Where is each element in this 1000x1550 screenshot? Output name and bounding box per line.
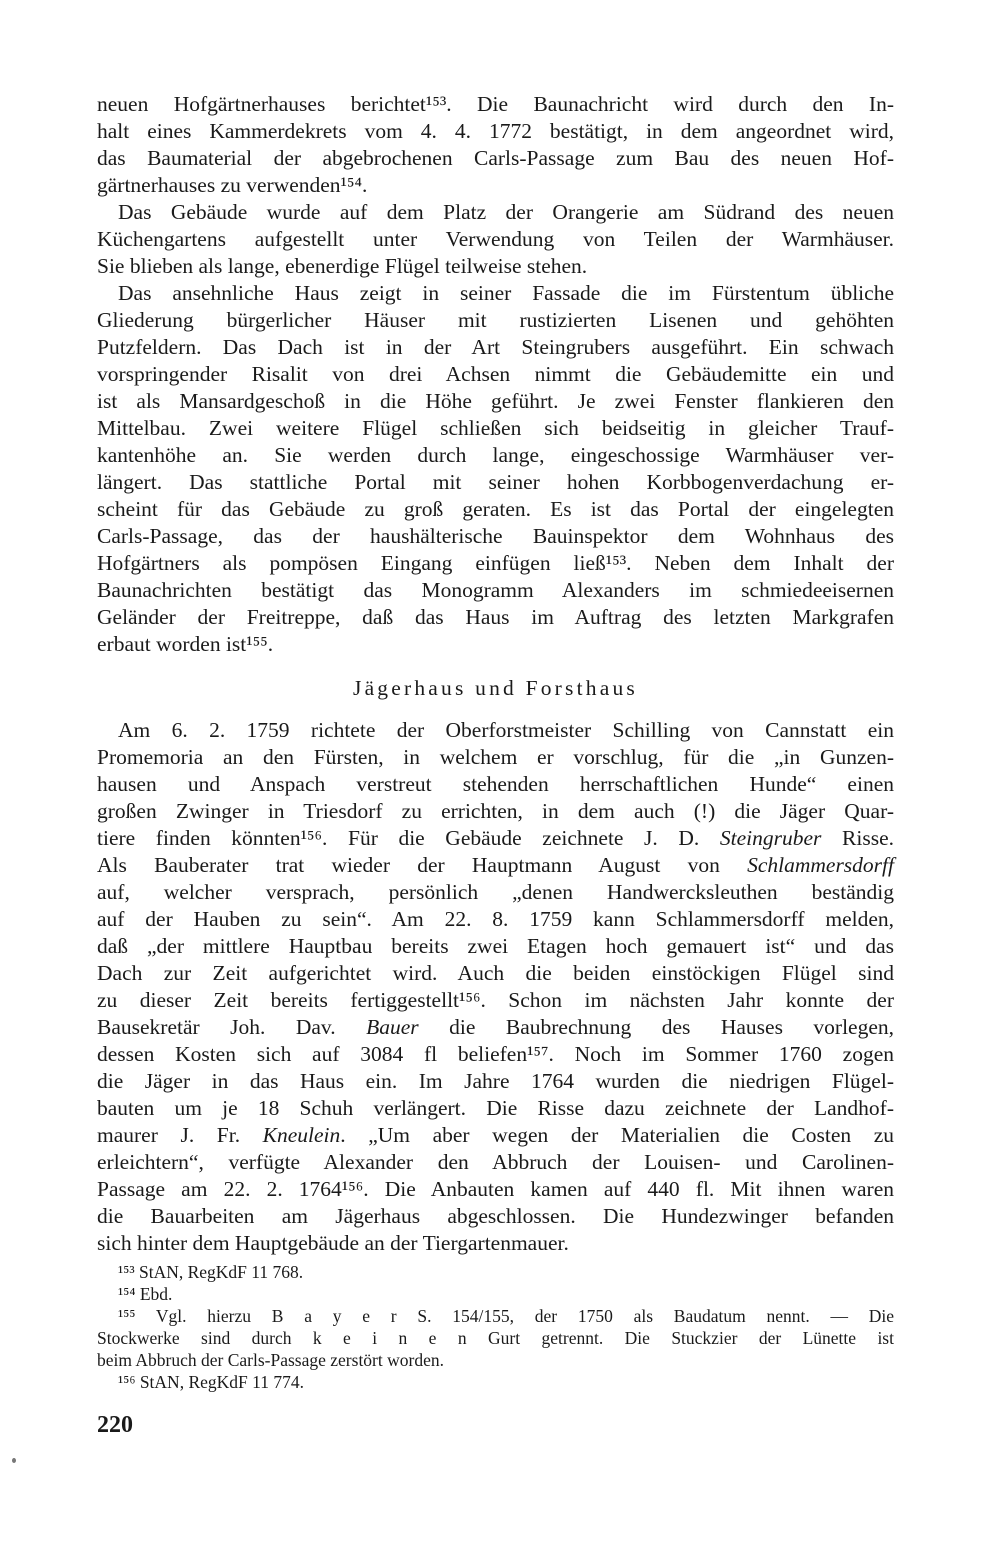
text-line: Passage am 22. 2. 1764¹⁵⁶. Die Anbauten kamen auf 440 fl. Mit ihnen waren [97,1177,894,1201]
text-line: hausen und Anspach verstreut stehenden herrschaftlichen Hunde“ einen [97,772,894,796]
section-heading: Jägerhaus und Forsthaus [353,676,638,700]
text-line: Baunachrichten bestätigt das Monogramm Alexanders im schmiedeeisernen [97,578,894,602]
text-line: tiere finden könnten¹⁵⁶. Für die Gebäude zeichnete J. D. Steingruber Risse. [97,826,894,850]
text-line: Bausekretär Joh. Dav. Bauer die Baubrechnung des Hauses vorlegen, [97,1015,894,1039]
text-line: vorspringender Risalit von drei Achsen nimmt die Gebäudemitte ein und [97,362,894,386]
text-line: scheint für das Gebäude zu groß geraten. Es ist das Portal der eingelegten [97,497,894,521]
italic-name: Kneulein [262,1123,341,1147]
text-line: Sie blieben als lange, ebenerdige Flügel teilweise stehen. [97,254,588,278]
italic-name: Schlammersdorff [747,853,894,877]
text-line: Dach zur Zeit aufgerichtet wird. Auch die beiden einstöckigen Flügel sind [97,961,894,985]
text-line: maurer J. Fr. Kneulein. „Um aber wegen der Materialien die Costen zu [97,1123,894,1147]
text-line: halt eines Kammerdekrets vom 4. 4. 1772 bestätigt, in dem angeordnet wird, [97,119,894,143]
text-line: das Baumaterial der abgebrochenen Carls-Passage zum Bau des neuen Hof- [97,146,894,170]
text-line: Hofgärtners als pompösen Eingang einfügen ließ¹⁵³. Neben dem Inhalt der [97,551,894,575]
text-line: Putzfeldern. Das Dach ist in der Art Steingrubers ausgeführt. Ein schwach [97,335,894,359]
text-line: großen Zwinger in Triesdorf zu errichten, in dem auch (!) die Jäger Quar- [97,799,894,823]
text-line: zu dieser Zeit bereits fertiggestellt¹⁵⁶. Schon im nächsten Jahr konnte der [97,988,894,1012]
scan-speck [12,1458,16,1463]
text-line: neuen Hofgärtnerhauses berichtet¹⁵³. Die Baunachricht wird durch den In- [97,92,894,116]
page-number: 220 [97,1412,133,1438]
footnote-continuation: beim Abbruch der Carls-Passage zerstört worden. [97,1350,444,1370]
spaced-name: B a y e r [271,1306,397,1326]
footnote: ¹⁵⁶ StAN, RegKdF 11 774. [118,1372,304,1392]
text-line: Geländer der Freitreppe, daß das Haus im Auftrag des letzten Markgrafen [97,605,894,629]
spaced-word: k e i n e n [312,1328,467,1348]
text-line: erleichtern“, verfügte Alexander den Abbruch der Louisen- und Carolinen- [97,1150,894,1174]
text-line: die Jäger in das Haus ein. Im Jahre 1764 wurden die niedrigen Flügel- [97,1069,894,1093]
footnote: ¹⁵³ StAN, RegKdF 11 768. [118,1262,304,1282]
text-line: Küchengartens aufgestellt unter Verwendung von Teilen der Warmhäuser. [97,227,894,251]
footnote-continuation: Stockwerke sind durch k e i n e n Gurt getrennt. Die Stuckzier der Lünette ist [97,1328,894,1348]
footnote: ¹⁵⁴ Ebd. [118,1284,173,1304]
text-line: Das ansehnliche Haus zeigt in seiner Fassade die im Fürstentum übliche [118,281,894,305]
italic-name: Steingruber [719,826,822,850]
italic-name: Bauer [366,1015,419,1039]
text-line: erbaut worden ist¹⁵⁵. [97,632,274,656]
text-line: kantenhöhe an. Sie werden durch lange, eingeschossige Warmhäuser ver- [97,443,894,467]
text-line: Carls-Passage, das der haushälterische Bauinspektor dem Wohnhaus des [97,524,894,548]
text-line: daß „der mittlere Hauptbau bereits zwei Etagen hoch gemauert ist“ und das [97,934,894,958]
text-line: gärtnerhauses zu verwenden¹⁵⁴. [97,173,368,197]
text-line: auf der Hauben zu sein“. Am 22. 8. 1759 kann Schlammersdorff melden, [97,907,894,931]
text-line: Das Gebäude wurde auf dem Platz der Orangerie am Südrand des neuen [118,200,894,224]
footnote: ¹⁵⁵ Vgl. hierzu B a y e r S. 154/155, der 1750 als Baudatum nennt. — Die [118,1306,894,1326]
text-line: sich hinter dem Hauptgebäude an der Tiergartenmauer. [97,1231,569,1255]
text-line: Als Bauberater trat wieder der Hauptmann August von Schlammersdorff [97,853,894,877]
text-line: Gliederung bürgerlicher Häuser mit rustizierten Lisenen und gehöhten [97,308,894,332]
text-line: längert. Das stattliche Portal mit seiner hohen Korbbogenverdachung er- [97,470,894,494]
text-line: auf, welcher versprach, persönlich „denen Handwercksleuthen beständig [97,880,894,904]
text-line: Am 6. 2. 1759 richtete der Oberforstmeister Schilling von Cannstatt ein [118,718,894,742]
text-line: die Bauarbeiten am Jägerhaus abgeschlossen. Die Hundezwinger befanden [97,1204,894,1228]
text-line: Mittelbau. Zwei weitere Flügel schließen sich beidseitig in gleicher Trauf- [97,416,894,440]
text-line: ist als Mansardgeschoß in die Höhe geführt. Je zwei Fenster flankieren den [97,389,894,413]
text-line: dessen Kosten sich auf 3084 fl beliefen¹⁵⁷. Noch im Sommer 1760 zogen [97,1042,894,1066]
text-line: bauten um je 18 Schuh verlängert. Die Risse dazu zeichnete der Landhof- [97,1096,894,1120]
text-line: Promemoria an den Fürsten, in welchem er vorschlug, für die „in Gunzen- [97,745,894,769]
